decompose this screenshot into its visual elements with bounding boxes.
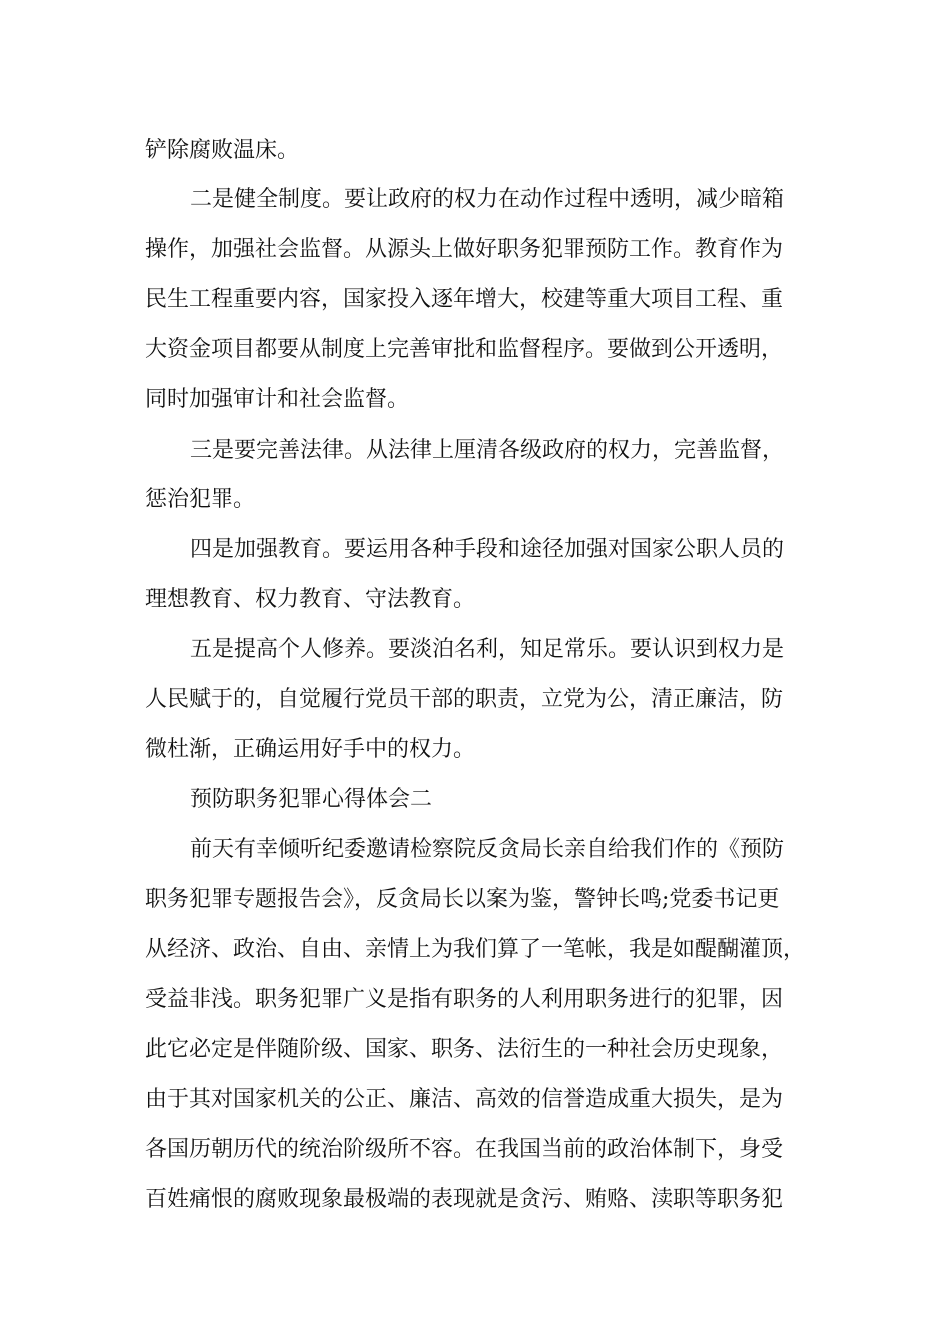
text-line: 民生工程重要内容，国家投入逐年增大，校建等重大项目工程、重 (145, 287, 784, 312)
text-line: 此它必定是伴随阶级、国家、职务、法衍生的一种社会历史现象， (145, 1037, 784, 1062)
text-line: 操作，加强社会监督。从源头上做好职务犯罪预防工作。教育作为 (145, 237, 784, 262)
paragraph-heading-line: 二是健全制度。要让政府的权力在动作过程中透明，减少暗箱 (190, 187, 785, 212)
text-line: 同时加强审计和社会监督。 (145, 387, 410, 412)
paragraph-heading-line: 前天有幸倾听纪委邀请检察院反贪局长亲自给我们作的《预防 (190, 837, 785, 862)
text-line: 百姓痛恨的腐败现象最极端的表现就是贪污、贿赂、渎职等职务犯 (145, 1187, 784, 1212)
paragraph-heading-line: 三是要完善法律。从法律上厘清各级政府的权力，完善监督， (190, 438, 785, 463)
paragraph-heading-line: 五是提高个人修养。要淡泊名利，知足常乐。要认识到权力是 (190, 637, 785, 662)
text-line: 由于其对国家机关的公正、廉洁、高效的信誉造成重大损失，是为 (145, 1087, 784, 1112)
paragraph-heading-line: 四是加强教育。要运用各种手段和途径加强对国家公职人员的 (190, 537, 785, 562)
text-line: 惩治犯罪。 (145, 487, 256, 512)
text-line: 理想教育、权力教育、守法教育。 (145, 587, 476, 612)
text-line: 各国历朝历代的统治阶级所不容。在我国当前的政治体制下，身受 (145, 1137, 784, 1162)
text-line: 受益非浅。职务犯罪广义是指有职务的人利用职务进行的犯罪，因 (145, 987, 784, 1012)
text-line: 从经济、政治、自由、亲情上为我们算了一笔帐，我是如醍醐灌顶， (145, 937, 806, 962)
text-line: 职务犯罪专题报告会》，反贪局长以案为鉴，警钟长鸣;党委书记更 (145, 887, 780, 912)
section-title: 预防职务犯罪心得体会二 (190, 787, 433, 812)
text-line: 微杜渐，正确运用好手中的权力。 (145, 737, 476, 762)
text-line: 大资金项目都要从制度上完善审批和监督程序。要做到公开透明， (145, 337, 784, 362)
text-line: 铲除腐败温床。 (145, 138, 300, 163)
text-line: 人民赋于的，自觉履行党员干部的职责，立党为公，清正廉洁，防 (145, 687, 784, 712)
